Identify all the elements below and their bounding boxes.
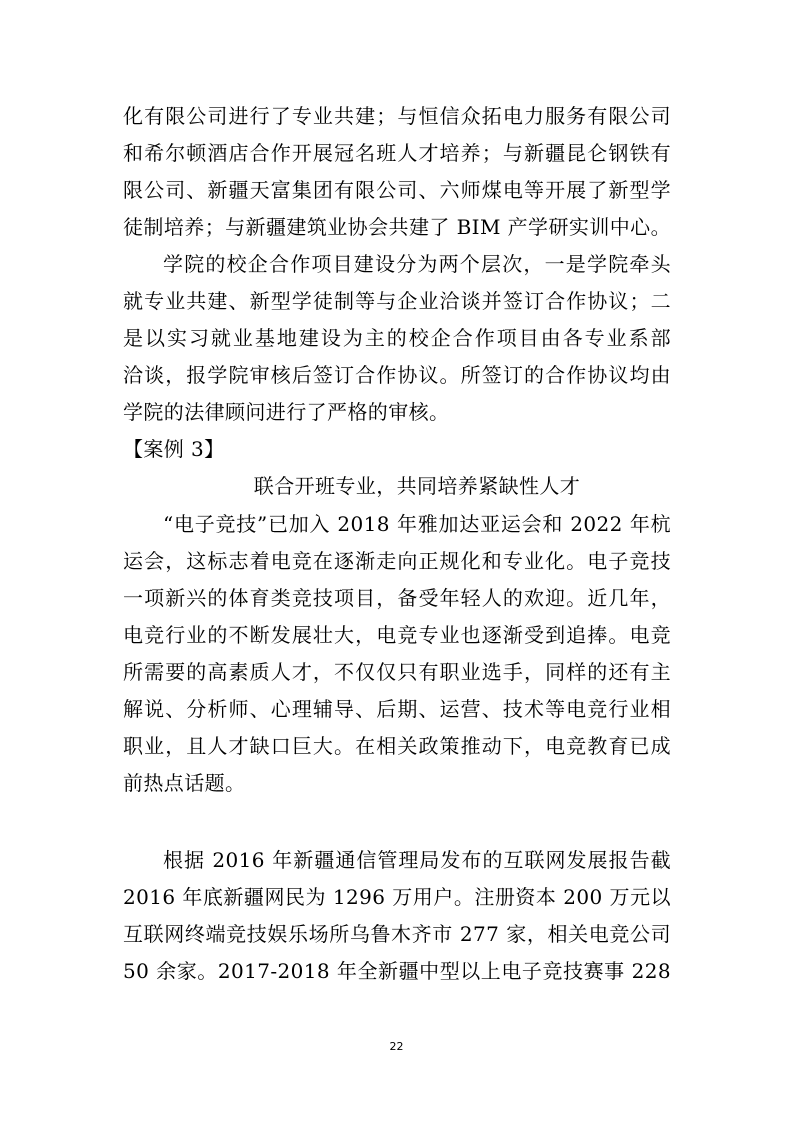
text-line: 和希尔顿酒店合作开展冠名班人才培养；与新疆昆仑钢铁有	[123, 141, 671, 165]
case-title: 联合开班专业，共同培养紧缺性人才	[253, 474, 581, 498]
paragraph-project-levels	[123, 246, 671, 431]
text-line: 化有限公司进行了专业共建；与恒信众拓电力服务有限公司	[123, 104, 671, 128]
text-line: 是以实习就业基地建设为主的校企合作项目由各专业系部	[123, 326, 671, 350]
text-line: 洽谈，报学院审核后签订合作协议。所签订的合作协议均由	[123, 363, 671, 387]
case-heading	[123, 431, 671, 505]
text-line: 限公司、新疆天富集团有限公司、六师煤电等开展了新型学	[123, 178, 671, 202]
text-line: “电子竞技”已加入 2018 年雅加达亚运会和 2022 年杭	[163, 512, 671, 536]
text-line: 徒制培养；与新疆建筑业协会共建了 BIM 产学研实训中心。	[123, 215, 671, 239]
case-label: 【案例 3】	[123, 437, 225, 461]
text-line: 运会，这标志着电竞在逐渐走向正规化和专业化。电子竞技	[123, 549, 671, 573]
text-line: 一项新兴的体育类竞技项目，备受年轻人的欢迎。近几年，	[123, 586, 671, 610]
paragraph-xinjiang-statistics	[123, 842, 671, 990]
text-line: 解说、分析师、心理辅导、后期、运营、技术等电竞行业相	[123, 697, 671, 721]
text-line: 互联网终端竞技娱乐场所乌鲁木齐市 277 家，相关电竞公司	[123, 922, 671, 946]
text-line: 所需要的高素质人才，不仅仅只有职业选手，同样的还有主	[123, 660, 671, 684]
text-line: 学院的法律顾问进行了严格的审核。	[123, 400, 450, 424]
text-line: 学院的校企合作项目建设分为两个层次，一是学院牵头	[163, 252, 671, 276]
page-number: 22	[389, 1040, 404, 1053]
text-line: 根据 2016 年新疆通信管理局发布的互联网发展报告截	[163, 848, 671, 872]
paragraph-cooperation-partners	[123, 98, 671, 246]
text-line: 职业，且人才缺口巨大。在相关政策推动下，电竞教育已成	[123, 734, 671, 758]
text-line: 前热点话题。	[123, 771, 246, 795]
text-line: 电竞行业的不断发展壮大，电竞专业也逐渐受到追捧。电竞	[123, 623, 671, 647]
text-line: 就专业共建、新型学徒制等与企业洽谈并签订合作协议；二	[123, 289, 671, 313]
text-line: 50 余家。2017-2018 年全新疆中型以上电子竞技赛事 228	[123, 959, 671, 983]
text-line: 2016 年底新疆网民为 1296 万用户。注册资本 200 万元以	[123, 885, 671, 909]
paragraph-esports-intro	[123, 506, 671, 802]
